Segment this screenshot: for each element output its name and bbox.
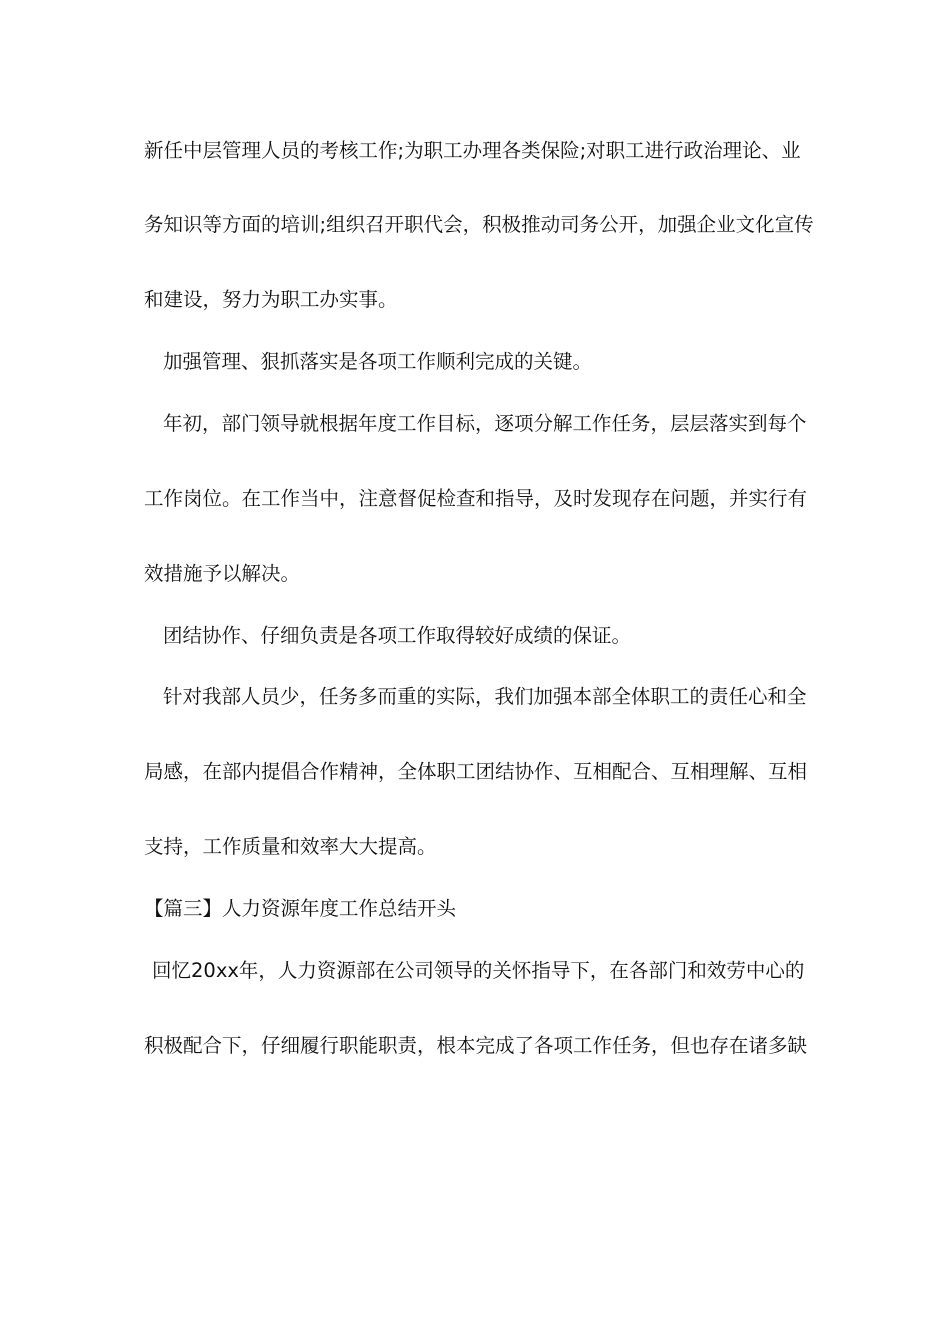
paragraph-line-3: 和建设，努力为职工办实事。 bbox=[144, 288, 398, 311]
section-heading-teamwork: 团结协作、仔细负责是各项工作取得较好成绩的保证。 bbox=[163, 624, 632, 647]
paragraph-line-7: 效措施予以解决。 bbox=[144, 562, 301, 585]
paragraph-line-9: 针对我部人员少，任务多而重的实际，我们加强本部全体职工的责任心和全 bbox=[163, 685, 807, 708]
article-title-part-three: 【篇三】人力资源年度工作总结开头 bbox=[144, 897, 457, 920]
paragraph-line-2: 务知识等方面的培训;组织召开职代会，积极推动司务公开，加强企业文化宣传 bbox=[144, 213, 814, 236]
paragraph-line-11: 支持，工作质量和效率大大提高。 bbox=[144, 835, 437, 858]
paragraph-line-1: 新任中层管理人员的考核工作;为职工办理各类保险;对职工进行政治理论、业 bbox=[144, 139, 801, 162]
section-heading-management: 加强管理、狠抓落实是各项工作顺利完成的关键。 bbox=[163, 350, 593, 373]
paragraph-line-10: 局感，在部内提倡合作精神，全体职工团结协作、互相配合、互相理解、互相 bbox=[144, 760, 808, 783]
paragraph-line-14: 积极配合下，仔细履行职能职责，根本完成了各项工作任务，但也存在诸多缺 bbox=[144, 1034, 808, 1057]
paragraph-line-6: 工作岗位。在工作当中，注意督促检查和指导，及时发现存在问题，并实行有 bbox=[144, 487, 808, 510]
paragraph-line-13: 回忆20xx年，人力资源部在公司领导的关怀指导下，在各部门和效劳中心的 bbox=[152, 959, 805, 982]
paragraph-line-5: 年初，部门领导就根据年度工作目标，逐项分解工作任务，层层落实到每个 bbox=[163, 412, 807, 435]
